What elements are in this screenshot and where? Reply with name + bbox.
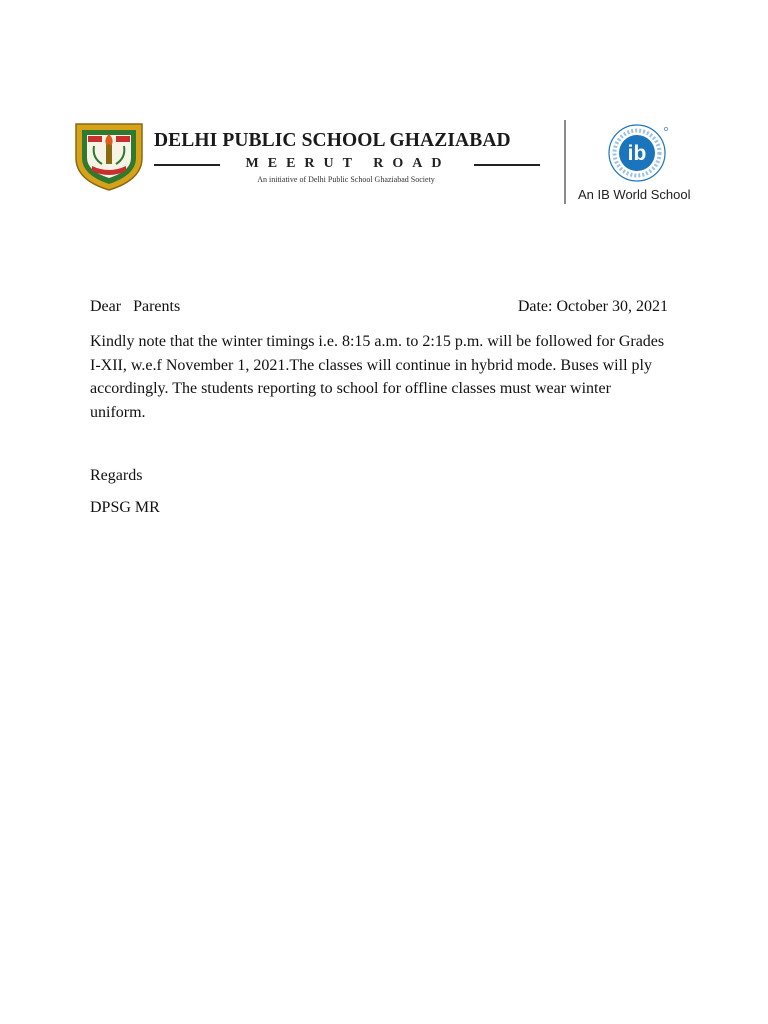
closing-regards: Regards [90, 467, 143, 484]
campus-rule-left [154, 164, 220, 166]
salutation-row [90, 298, 668, 322]
ib-caption: An IB World School [578, 187, 691, 202]
salutation: Dear Parents [90, 298, 181, 315]
header-divider [564, 120, 566, 204]
letter-paragraph: Kindly note that the winter timings i.e. 8:15 a.m. to 2:15 p.m. will be followed for Grades I-XII, w.e.f November 1, 2021.The classes will continue in hybrid mode. Buses will ply accordingly. The students reporting to school for offline classes must wear winter uniform. [90, 333, 665, 421]
letter-body [90, 298, 668, 518]
signature: DPSG MR [90, 499, 160, 516]
campus-name: MEERUT ROAD [245, 156, 451, 171]
ib-mark: ib [627, 142, 647, 165]
school-name: DELHI PUBLIC SCHOOL GHAZIABAD [154, 130, 511, 151]
letterhead [0, 0, 768, 230]
campus-rule-right [474, 164, 540, 166]
ib-logo-icon [600, 123, 674, 183]
campus-row [150, 156, 542, 174]
letter-date: Date: October 30, 2021 [517, 298, 668, 315]
initiative-tagline: An initiative of Delhi Public School Ghaziabad Society [257, 175, 435, 184]
school-crest-icon [70, 118, 148, 192]
